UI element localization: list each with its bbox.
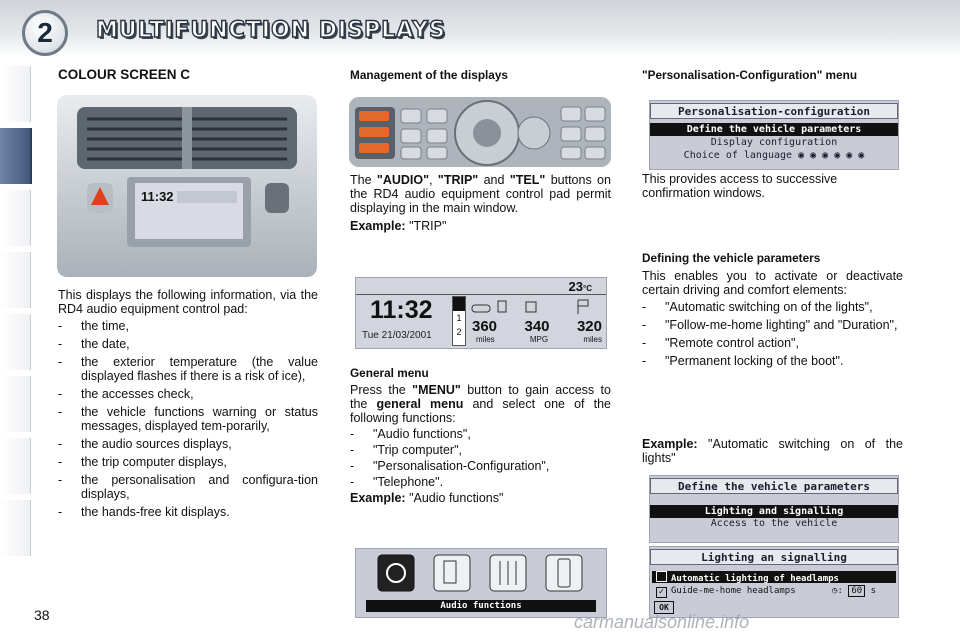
auto-headlamps-row[interactable] <box>652 571 896 583</box>
ok-button[interactable]: OK <box>654 601 674 614</box>
list-item: - "Permanent locking of the boot". <box>642 354 903 368</box>
example-value: "Audio functions" <box>409 491 504 505</box>
control-pad-illustration <box>349 97 611 167</box>
list-item: - the audio sources displays, <box>58 437 318 451</box>
page-number: 38 <box>34 607 50 623</box>
trip-unit: MPG <box>529 335 549 344</box>
menu-item[interactable]: Access to the vehicle <box>710 518 838 529</box>
dashboard-photo <box>57 95 317 277</box>
management-heading: Management of the displays <box>350 68 508 82</box>
menu-button-label: "MENU" <box>412 383 461 397</box>
temperature-unit: °C <box>583 284 592 293</box>
duration-field[interactable]: 60 <box>848 585 865 597</box>
trip-value: 340 <box>524 318 550 335</box>
lighting-screen <box>649 546 899 618</box>
selected-menu-item[interactable]: Define the vehicle parameters <box>650 123 898 136</box>
side-tab[interactable] <box>0 376 31 432</box>
page-title: MULTIFUNCTION DISPLAYS <box>96 18 446 43</box>
info-list <box>58 319 318 519</box>
trip-screen <box>355 277 607 349</box>
car-icon <box>472 305 490 312</box>
list-item: - the time, <box>58 319 318 333</box>
list-item: - "Telephone". <box>350 475 611 489</box>
colour-screen-heading: COLOUR SCREEN C <box>58 67 191 82</box>
defining-heading: Defining the vehicle parameters <box>642 251 821 265</box>
screen-title: Personalisation-configuration <box>650 103 898 119</box>
management-paragraph: The "AUDIO", "TRIP" and "TEL" buttons on the RD4 audio equipment control pad permit displaying in the main window. Example: "TRIP" <box>350 173 611 233</box>
side-tab[interactable] <box>0 252 31 308</box>
guide-me-home-row[interactable] <box>652 585 896 597</box>
list-item: - "Remote control action", <box>642 336 903 350</box>
chapter-badge: 2 <box>22 10 68 56</box>
audio-button-label: "AUDIO" <box>376 173 430 187</box>
svg-text:11:32: 11:32 <box>141 189 174 204</box>
example-value: "TRIP" <box>409 219 447 233</box>
selected-menu-item[interactable]: Lighting and signalling <box>650 505 898 518</box>
clock-date: Tue 21/03/2001 <box>362 330 432 341</box>
side-tab[interactable] <box>0 190 31 246</box>
personalisation-heading: "Personalisation-Configuration" menu <box>642 68 858 82</box>
trip-tab-1: 1 <box>456 313 462 323</box>
fuel-gauge-icon <box>526 302 536 312</box>
list-item: - "Automatic switching on of the lights", <box>642 300 903 314</box>
flag-icon <box>578 300 588 314</box>
text-general-menu: button to gain access to the <box>350 383 611 411</box>
dashboard-illustration <box>57 95 317 277</box>
checkbox-auto-headlamps[interactable] <box>656 571 667 582</box>
list-item: - the trip computer displays, <box>58 455 318 469</box>
clock-icon: ◷: <box>832 586 843 596</box>
clock-time: 11:32 <box>370 296 433 324</box>
defining-list <box>642 300 903 368</box>
text-press: Press the <box>350 383 406 397</box>
trip-car-icon <box>453 297 465 311</box>
list-item: - the accesses check, <box>58 387 318 401</box>
text-and: and <box>483 173 505 187</box>
example-label: Example: <box>350 491 406 505</box>
defining-text <box>642 269 903 372</box>
menu-item[interactable] <box>650 150 898 162</box>
text-the: The <box>350 173 372 187</box>
side-tab[interactable] <box>0 438 31 494</box>
menu-icons <box>356 549 606 601</box>
management-text: buttons on the RD4 audio equipment control pad permit displaying in the main window. <box>350 173 611 215</box>
list-item: - the exterior temperature (the value displayed flashes if there is a risk of ice), <box>58 355 318 383</box>
screen-title: Lighting an signalling <box>650 549 898 565</box>
fuel-pump-icon <box>498 301 506 312</box>
intro-paragraph: This displays the following information, via the RD4 audio equipment control pad: <box>58 288 318 316</box>
list-item: - "Personalisation-Configuration", <box>350 459 611 473</box>
screen-title: Define the vehicle parameters <box>650 478 898 494</box>
flag-icons: ◉ ◉ ◉ ◉ ◉ ◉ <box>798 150 865 161</box>
language-label: Choice of language <box>683 150 793 161</box>
general-menu-label: general menu <box>376 397 464 411</box>
tel-button-label: "TEL" <box>509 173 546 187</box>
personalisation-paragraph: This provides access to successive confirmation windows. <box>642 172 838 200</box>
trip-tab-2: 2 <box>456 327 462 337</box>
trip-unit: miles <box>583 335 602 344</box>
audio-functions-caption: Audio functions <box>366 600 596 612</box>
general-menu-heading: General menu <box>350 366 429 380</box>
side-tab[interactable] <box>0 66 31 122</box>
list-item: - the vehicle functions warning or status messages, displayed tem-porarily, <box>58 405 318 433</box>
personalisation-screen <box>649 100 899 170</box>
list-item: - the personalisation and configura-tion displays, <box>58 473 318 501</box>
list-item: - the date, <box>58 337 318 351</box>
guide-me-home-label: Guide-me-home headlamps <box>671 586 796 596</box>
defining-paragraph: This enables you to activate or deactivate certain driving and comfort elements: <box>642 269 903 297</box>
checkbox-guide-me-home[interactable]: ✓ <box>656 587 667 598</box>
trip-value: 320 <box>576 318 602 335</box>
side-tabs <box>0 66 34 576</box>
trip-icons <box>468 298 598 316</box>
general-menu-text <box>350 383 611 505</box>
text-select: and select one of the following functions: <box>350 397 611 425</box>
general-menu-list <box>350 427 611 489</box>
temperature-value: 23 <box>568 279 584 294</box>
audio-functions-screen <box>355 548 607 618</box>
side-tab[interactable] <box>0 314 31 370</box>
list-item: - "Follow-me-home lighting" and "Duration", <box>642 318 903 332</box>
trip-value: 360 <box>472 318 498 335</box>
trip-unit: miles <box>476 335 495 344</box>
trip-button-label: "TRIP" <box>437 173 479 187</box>
col3-example <box>642 437 903 465</box>
example-label: Example: <box>642 437 698 451</box>
side-tab[interactable] <box>0 500 31 556</box>
column-1-text <box>58 288 318 523</box>
watermark: carmanualsonline.info <box>574 612 750 632</box>
example-label: Example: <box>350 219 406 233</box>
duration-unit: s <box>870 586 876 596</box>
list-item: - "Audio functions", <box>350 427 611 441</box>
list-item: - "Trip computer", <box>350 443 611 457</box>
side-tab-active[interactable] <box>0 128 32 184</box>
list-item: - the hands-free kit displays. <box>58 505 318 519</box>
rd4-control-pad-photo <box>349 97 611 167</box>
example-value: "Automatic switching on of the lights" <box>642 437 903 465</box>
vehicle-parameters-screen <box>649 475 899 543</box>
menu-item[interactable]: Display configuration <box>710 137 838 148</box>
auto-headlamps-label: Automatic lighting of headlamps <box>671 574 839 584</box>
